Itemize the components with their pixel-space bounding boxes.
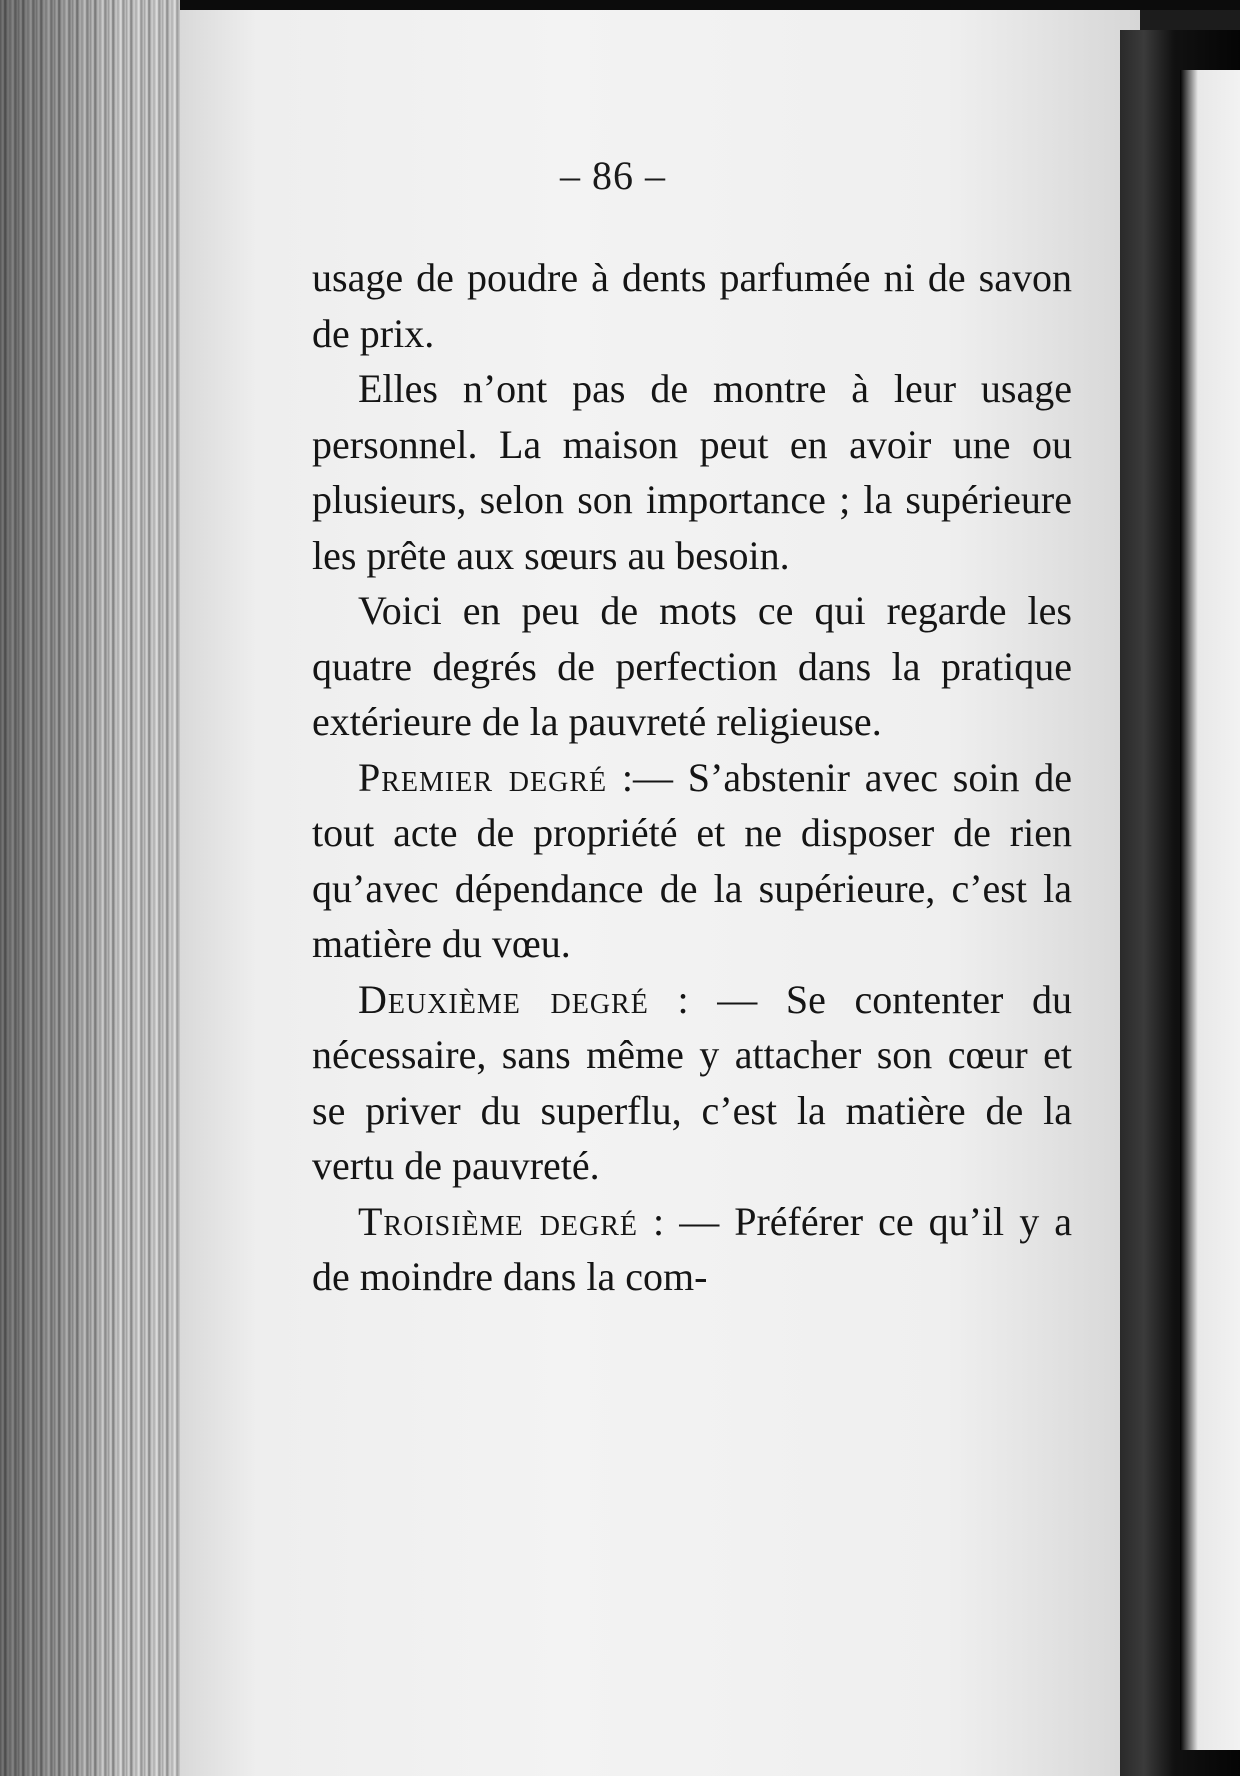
paragraph-text: : — Se contenter du nécessaire, sans même y attacher son cœur et se priver du superflu, c’est la matière de la vertu de pauvreté.: [312, 976, 1073, 1188]
top-shadow: [180, 0, 1240, 10]
page-edge-stack: [0, 0, 200, 1776]
paragraph-troisieme-degre: [312, 1194, 1072, 1305]
degree-heading: Troisième degré: [358, 1198, 639, 1244]
degree-heading: Deuxième degré: [358, 976, 649, 1022]
adjacent-page-edge: [1180, 70, 1240, 1750]
body-text: [312, 250, 1072, 1305]
paragraph-text: usage de poudre à dents parfumée ni de savon de prix.: [312, 255, 1072, 356]
book-binding: [1120, 30, 1240, 1776]
paragraph-text: :— S’abstenir avec soin de tout acte de propriété et ne disposer de rien qu’avec dépendance de la supérieure, c’est la matière du vœu.: [312, 754, 1072, 966]
paragraph-3: [312, 583, 1072, 750]
paragraph-2: [312, 361, 1072, 583]
paragraph-deuxieme-degre: [312, 972, 1072, 1194]
page-number: – 86 –: [560, 153, 666, 198]
degree-heading: Premier degré: [358, 754, 608, 800]
paragraph-text: : — Préférer ce qu’il y a de moindre dans la com-: [312, 1198, 1072, 1299]
paragraph-premier-degre: [312, 750, 1072, 972]
paragraph-1: [312, 250, 1072, 361]
paragraph-text: Elles n’ont pas de montre à leur usage personnel. La maison peut en avoir une ou plusieurs, selon son importance ; la supérieure les prête aux sœurs au besoin.: [312, 366, 1072, 578]
paragraph-text: Voici en peu de mots ce qui regarde les quatre degrés de perfection dans la pratique extérieure de la pauvreté religieuse.: [312, 588, 1072, 744]
